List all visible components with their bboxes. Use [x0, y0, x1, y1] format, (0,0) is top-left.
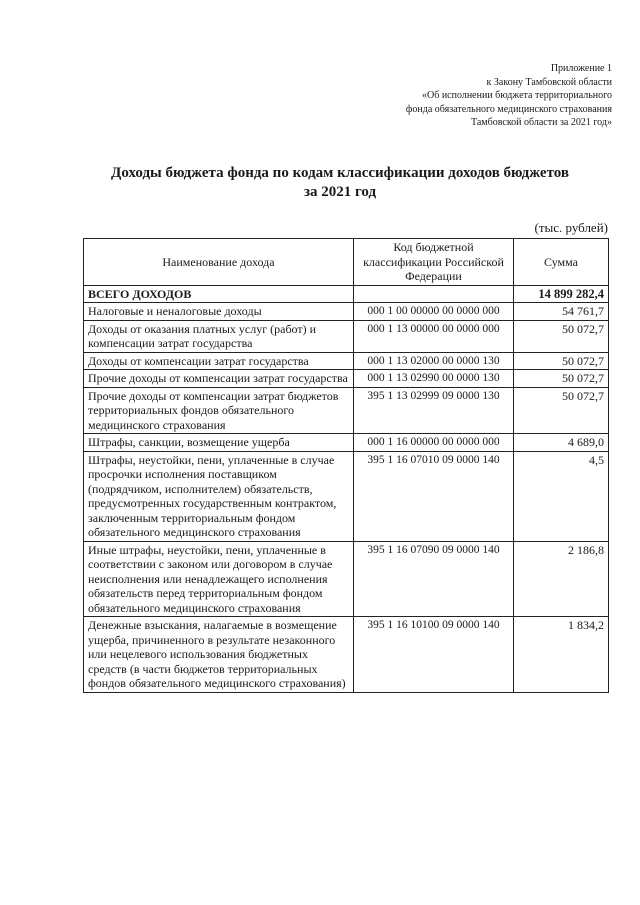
row-sum: 4,5: [514, 451, 609, 541]
header-name: Наименование дохода: [84, 239, 354, 286]
table-row: [84, 387, 609, 434]
appendix-line: Приложение 1: [550, 63, 612, 74]
row-name: Штрафы, неустойки, пени, уплаченные в случае просрочки исполнения поставщиком (подрядчиком, исполнителем) обязательств, предусмотренных государственным контрактом, заключенным территориальным фондом обязательного медицинского страхования: [84, 451, 354, 541]
row-name: Штрафы, санкции, возмещение ущерба: [84, 434, 354, 452]
row-code: 000 1 13 02000 00 0000 130: [354, 352, 514, 370]
appendix-line: к Закону Тамбовской области: [486, 76, 612, 88]
row-name: Доходы от оказания платных услуг (работ) и компенсации затрат государства: [84, 320, 354, 352]
income-table: [83, 238, 609, 693]
header-sum: Сумма: [514, 239, 609, 286]
document-title: [60, 164, 620, 202]
header-code: Код бюджетной классификации Российской Федерации: [354, 239, 514, 286]
row-sum: 50 072,7: [514, 370, 609, 388]
appendix-reference: [312, 62, 612, 130]
units-label: (тыс. рублей): [534, 220, 608, 235]
table-row: [84, 617, 609, 693]
row-sum: 50 072,7: [514, 320, 609, 352]
title-line-2: за 2021 год: [303, 184, 377, 200]
row-sum: 1 834,2: [514, 617, 609, 693]
row-sum: 2 186,8: [514, 541, 609, 617]
table-row: [84, 370, 609, 388]
row-sum: 50 072,7: [514, 352, 609, 370]
table-row: [84, 541, 609, 617]
title-line-1: Доходы бюджета фонда по кодам классификации доходов бюджетов: [111, 165, 569, 181]
table-row: [84, 320, 609, 352]
row-name: Налоговые и неналоговые доходы: [84, 303, 354, 321]
table-row: [84, 434, 609, 452]
total-sum: 14 899 282,4: [514, 285, 609, 303]
row-code: 000 1 00 00000 00 0000 000: [354, 303, 514, 321]
row-code: 395 1 16 10100 09 0000 140: [354, 617, 514, 693]
row-name: Денежные взыскания, налагаемые в возмещение ущерба, причиненного в результате незаконного или нецелевого использования бюджетных средств (в части бюджетов территориальных фондов обязательного медицинского страхования): [84, 617, 354, 693]
row-name: Доходы от компенсации затрат государства: [84, 352, 354, 370]
row-name: Прочие доходы от компенсации затрат бюджетов территориальных фондов обязательного медицинского страхования: [84, 387, 354, 434]
total-code: [354, 285, 514, 303]
table-header-row: [84, 239, 609, 286]
row-code: 000 1 13 00000 00 0000 000: [354, 320, 514, 352]
total-name: ВСЕГО ДОХОДОВ: [84, 285, 354, 303]
appendix-line: Тамбовской области за 2021 год»: [471, 117, 612, 128]
row-code: 395 1 16 07090 09 0000 140: [354, 541, 514, 617]
row-code: 395 1 13 02999 09 0000 130: [354, 387, 514, 434]
table-row: [84, 451, 609, 541]
row-code: 000 1 13 02990 00 0000 130: [354, 370, 514, 388]
row-sum: 54 761,7: [514, 303, 609, 321]
table-row: [84, 303, 609, 321]
appendix-line: фонда обязательного медицинского страхования: [405, 103, 612, 115]
row-sum: 50 072,7: [514, 387, 609, 434]
row-name: Прочие доходы от компенсации затрат государства: [84, 370, 354, 388]
row-code: 395 1 16 07010 09 0000 140: [354, 451, 514, 541]
row-name: Иные штрафы, неустойки, пени, уплаченные в соответствии с законом или договором в случае неисполнения или ненадлежащего исполнения обязательств перед территориальным фондом обязательного медицинского страхования: [84, 541, 354, 617]
appendix-line: «Об исполнении бюджета территориального: [422, 90, 612, 101]
row-code: 000 1 16 00000 00 0000 000: [354, 434, 514, 452]
table-row: [84, 352, 609, 370]
table-row-total: [84, 285, 609, 303]
row-sum: 4 689,0: [514, 434, 609, 452]
